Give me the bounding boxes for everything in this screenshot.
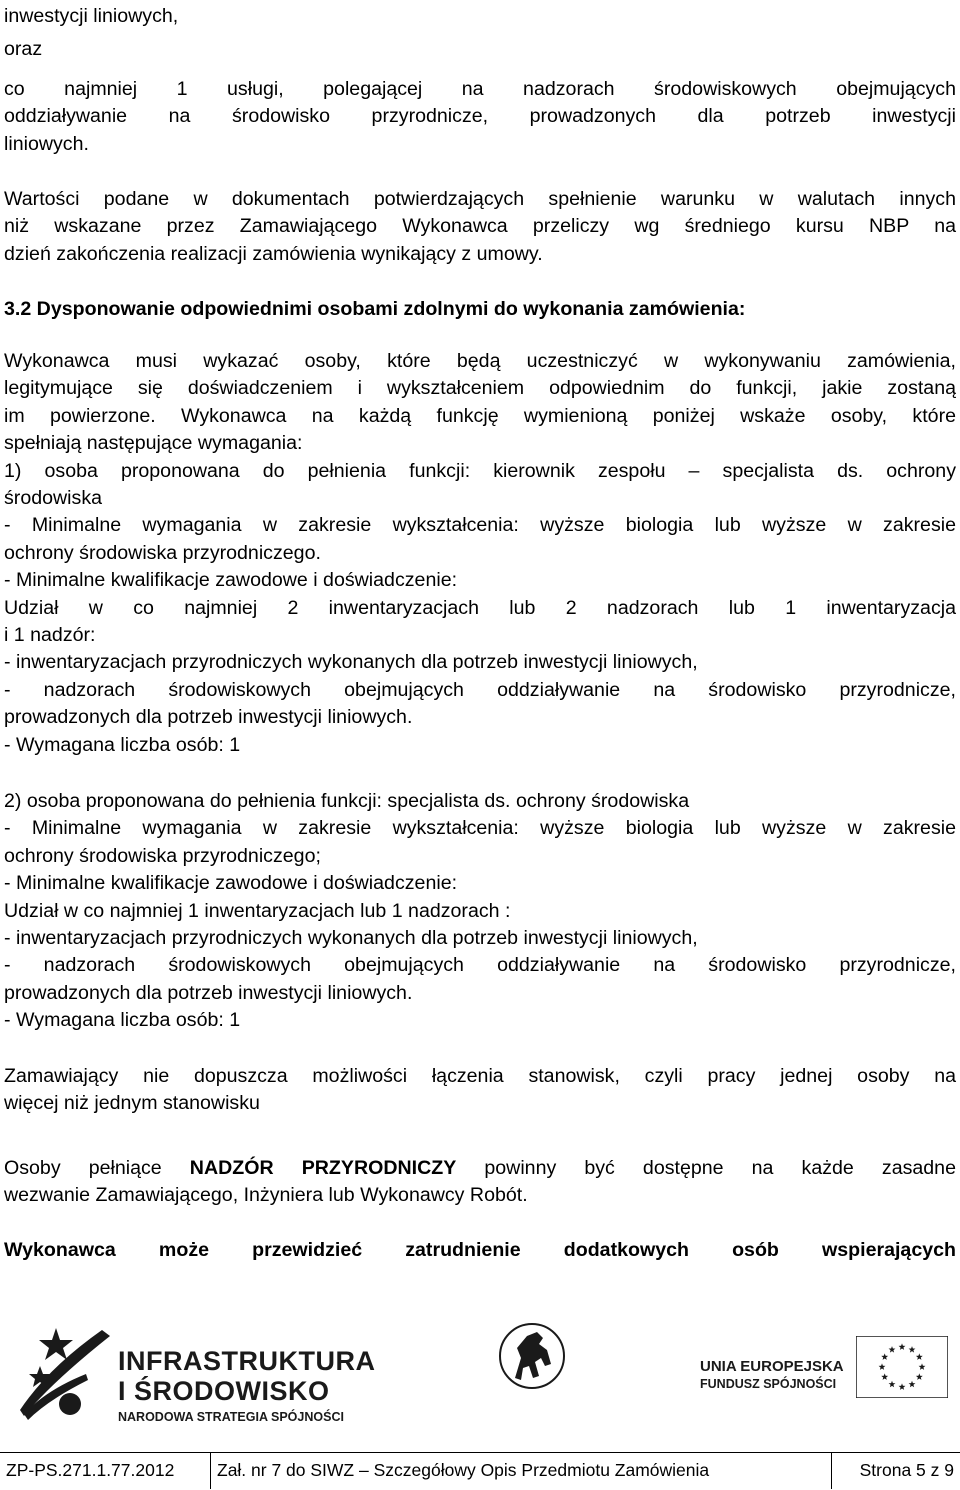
text-line: oraz	[4, 38, 43, 60]
oraz-line	[4, 36, 956, 63]
text-line: i 1 nadzór:	[4, 624, 96, 647]
text-line: liniowych.	[4, 132, 89, 155]
support-staff-paragraph	[4, 1237, 956, 1264]
text-line: inwestycji liniowych,	[4, 5, 179, 27]
currency-paragraph	[4, 186, 956, 268]
text-line: co najmniej 1 usługi, polegającej na nadzorach środowiskowych obejmujących	[4, 78, 956, 100]
text-line: środowiska	[4, 487, 103, 510]
person2-qualifications: - Minimalne kwalifikacje zawodowe i doświadczenie:	[4, 872, 458, 895]
infra-title-1: INFRASTRUKTURA	[118, 1346, 376, 1376]
infra-title-2: I ŚRODOWISKO	[118, 1376, 330, 1406]
person1-inventories: - inwentaryzacjach przyrodniczych wykonanych dla potrzeb inwestycji liniowych,	[4, 651, 698, 674]
text-line: oddziaływanie na środowisko przyrodnicze, prowadzonych dla potrzeb inwestycji	[4, 105, 956, 128]
text-line: dzień zakończenia realizacji zamówienia wynikający z umowy.	[4, 242, 543, 265]
text-line: Wykonawca może przewidzieć zatrudnienie dodatkowych osób wspierających	[4, 1239, 956, 1261]
eu-flag-icon	[856, 1336, 948, 1398]
person2-block	[4, 788, 956, 1035]
service-requirement	[4, 76, 956, 158]
infrastruktura-text	[118, 1346, 376, 1426]
text-line: niż wskazane przez Zamawiającego Wykonawca przeliczy wg średniego kursu NBP na	[4, 215, 956, 238]
text-line: ochrony środowiska przyrodniczego;	[4, 844, 321, 867]
text-line: Wykonawca musi wykazać osoby, które będą uczestniczyć w wykonywaniu zamówienia,	[4, 350, 956, 372]
text-line: więcej niż jednym stanowisku	[4, 1092, 260, 1115]
no-combine-paragraph	[4, 1063, 956, 1118]
text-line: spełniają następujące wymagania:	[4, 432, 303, 455]
person2-education: - Minimalne wymagania w zakresie wykształcenia: wyższe biologia lub wyższe w zakresie	[4, 817, 956, 840]
footer-page-number: Strona 5 z 9	[859, 1460, 954, 1480]
page-footer	[0, 1452, 960, 1489]
footer-title: Zał. nr 7 do SIWZ – Szczegółowy Opis Przedmiotu Zamówienia	[211, 1453, 832, 1489]
person2-participation: Udział w co najmniej 1 inwentaryzacjach lub 1 nadzorach :	[4, 899, 511, 922]
eu-title: UNIA EUROPEJSKA	[700, 1358, 844, 1375]
text-line: im powierzone. Wykonawca na każdą funkcję wymienioną poniżej wskaże osoby, które	[4, 404, 956, 427]
logo-bar	[0, 1300, 960, 1430]
text-line: prowadzonych dla potrzeb inwestycji liniowych.	[4, 981, 413, 1004]
text-line	[4, 1155, 956, 1182]
text-line: wezwanie Zamawiającego, Inżyniera lub Wykonawcy Robót.	[4, 1184, 528, 1207]
footer-reference: ZP-PS.271.1.77.2012	[0, 1453, 211, 1489]
text-line: Wartości podane w dokumentach potwierdzających spełnienie warunku w walutach innych	[4, 188, 956, 210]
person1-qualifications: - Minimalne kwalifikacje zawodowe i doświadczenie:	[4, 569, 458, 592]
heading-text: 3.2 Dysponowanie odpowiednimi osobami zdolnymi do wykonania zamówienia:	[4, 298, 746, 320]
person1-education: - Minimalne wymagania w zakresie wykształcenia: wyższe biologia lub wyższe w zakresie	[4, 514, 956, 537]
person2-inventories: - inwentaryzacjach przyrodniczych wykonanych dla potrzeb inwestycji liniowych,	[4, 927, 698, 950]
person2-supervision: - nadzorach środowiskowych obejmujących oddziaływanie na środowisko przyrodnicze,	[4, 954, 956, 977]
horse-emblem-icon	[497, 1318, 567, 1394]
text-line: ochrony środowiska przyrodniczego.	[4, 541, 321, 564]
section-heading	[4, 296, 956, 323]
infra-subtitle: NARODOWA STRATEGIA SPÓJNOŚCI	[118, 1410, 344, 1424]
text-line: prowadzonych dla potrzeb inwestycji liniowych.	[4, 706, 413, 729]
person1-participation: Udział w co najmniej 2 inwentaryzacjach lub 2 nadzorach lub 1 inwentaryzacja	[4, 596, 956, 619]
star-swoosh-icon	[18, 1320, 118, 1422]
person1-count: - Wymagana liczba osób: 1	[4, 733, 241, 756]
person1-supervision: - nadzorach środowiskowych obejmujących oddziaływanie na środowisko przyrodnicze,	[4, 678, 956, 701]
text-run: Osoby pełniące	[4, 1157, 190, 1179]
bold-term: NADZÓR PRZYRODNICZY	[189, 1157, 457, 1179]
infrastruktura-srodowisko-logo	[18, 1320, 376, 1424]
eu-subtitle: FUNDUSZ SPÓJNOŚCI	[700, 1377, 837, 1391]
staff-requirements	[4, 348, 956, 759]
person2-count: - Wymagana liczba osób: 1	[4, 1009, 241, 1032]
text-run: powinny być dostępne na każde zasadne	[456, 1157, 956, 1179]
person1-function: 1) osoba proponowana do pełnienia funkcji: kierownik zespołu – specjalista ds. ochrony	[4, 459, 956, 482]
eu-fund-text	[700, 1358, 870, 1392]
person2-function: 2) osoba proponowana do pełnienia funkcji: specjalista ds. ochrony środowiska	[4, 790, 690, 812]
text-line: legitymujące się doświadczeniem i wykształceniem odpowiednim do funkcji, jakie zostaną	[4, 377, 956, 400]
text-line: Zamawiający nie dopuszcza możliwości łączenia stanowisk, czyli pracy jednej osoby na	[4, 1065, 956, 1087]
top-fragment	[4, 3, 956, 30]
availability-paragraph	[4, 1155, 956, 1210]
